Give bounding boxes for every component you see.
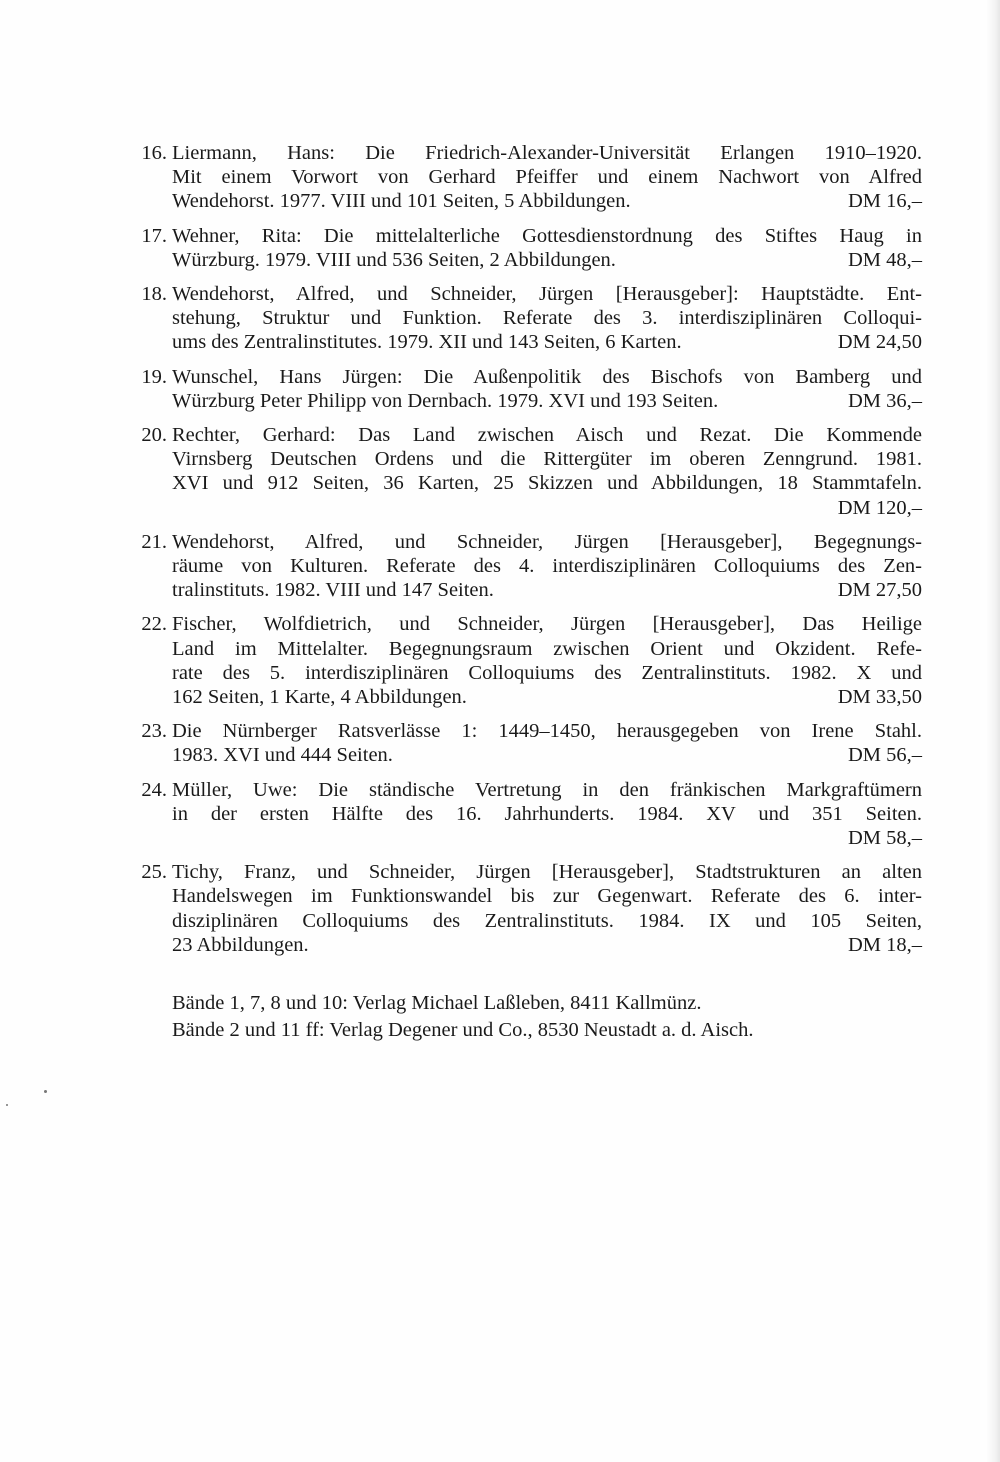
entry-line: rate des 5. interdisziplinären Colloquiums des Zentralinstituts. 1982. X und (172, 661, 922, 684)
entry-line: 1983. XVI und 444 Seiten. (172, 744, 393, 767)
entry-number: 18. (141, 283, 167, 306)
entry-price: DM 120,– (837, 496, 922, 519)
list-item (0, 282, 1000, 355)
entry-price: DM 58,– (847, 827, 922, 850)
entry-text (172, 719, 922, 767)
entry-last-line (172, 389, 922, 413)
entry-line: Tichy, Franz, und Schneider, Jürgen [Herausgeber], Stadtstrukturen an alten (172, 861, 922, 884)
entry-line: Mit einem Vorwort von Gerhard Pfeiffer und einem Nachwort von Alfred (172, 166, 922, 189)
entry-text (172, 860, 922, 957)
scan-speck (44, 1090, 47, 1093)
entry-line: 162 Seiten, 1 Karte, 4 Abbildungen. (172, 686, 467, 709)
entry-last-line (172, 578, 922, 602)
entry-price: DM 33,50 (837, 686, 922, 709)
entry-line: Wehner, Rita: Die mittelalterliche Gottesdienstordnung des Stiftes Haug in (172, 224, 922, 247)
list-item (0, 530, 1000, 603)
entry-text (172, 530, 922, 603)
entry-line: Wendehorst, Alfred, und Schneider, Jürgen [Herausgeber], Begegnungs- (172, 530, 922, 553)
entry-price: DM 27,50 (837, 579, 922, 602)
entry-line: Würzburg. 1979. VIII und 536 Seiten, 2 Abbildungen. (172, 248, 616, 271)
entry-last-line (172, 330, 922, 354)
entry-text (172, 612, 922, 709)
entry-line: Land im Mittelalter. Begegnungsraum zwischen Orient und Okzident. Refe- (172, 637, 922, 660)
entry-line: Müller, Uwe: Die ständische Vertretung in den fränkischen Markgraftümern (172, 778, 922, 801)
entry-last-line (172, 189, 922, 213)
entry-last-line (172, 933, 922, 957)
entry-line: Rechter, Gerhard: Das Land zwischen Aisch und Rezat. Die Kommende (172, 424, 922, 447)
entry-last-line (172, 248, 922, 272)
entry-text (172, 365, 922, 413)
entry-text (172, 778, 922, 851)
entry-line: Würzburg Peter Philipp von Dernbach. 1979. XVI und 193 Seiten. (172, 389, 719, 412)
list-item (0, 612, 1000, 709)
entry-number: 24. (141, 778, 167, 801)
list-item (0, 719, 1000, 767)
entry-number: 25. (141, 861, 167, 884)
entry-text (172, 224, 922, 272)
entry-price: DM 56,– (847, 744, 922, 767)
entry-line: tralinstituts. 1982. VIII und 147 Seiten. (172, 579, 494, 602)
publisher-note: Bände 1, 7, 8 und 10: Verlag Michael Laßleben, 8411 Kallmünz. (172, 992, 702, 1014)
entry-line: Wendehorst, Alfred, und Schneider, Jürgen [Herausgeber]: Hauptstädte. Ent- (172, 283, 922, 306)
list-item (0, 860, 1000, 957)
entry-price: DM 24,50 (837, 331, 922, 354)
list-item (0, 423, 1000, 520)
entry-line: Die Nürnberger Ratsverlässe 1: 1449–1450, herausgegeben von Irene Stahl. (172, 720, 922, 743)
entry-number: 23. (141, 720, 167, 743)
entry-line: Wendehorst. 1977. VIII und 101 Seiten, 5 Abbildungen. (172, 190, 631, 213)
list-item (0, 778, 1000, 851)
entry-price: DM 36,– (847, 389, 922, 412)
entry-line: 23 Abbildungen. (172, 933, 309, 956)
entry-number: 20. (141, 424, 167, 447)
entry-line: stehung, Struktur und Funktion. Referate des 3. interdisziplinären Colloqui- (172, 307, 922, 330)
entry-line: ums des Zentralinstitutes. 1979. XII und 143 Seiten, 6 Karten. (172, 331, 682, 354)
entry-price: DM 48,– (847, 248, 922, 271)
entry-line: disziplinären Colloquiums des Zentralinstituts. 1984. IX und 105 Seiten, (172, 909, 922, 932)
entry-line: Liermann, Hans: Die Friedrich-Alexander-Universität Erlangen 1910–1920. (172, 142, 922, 164)
list-item (0, 224, 1000, 272)
entry-line: räume von Kulturen. Referate des 4. interdisziplinären Colloquiums des Zen- (172, 555, 922, 578)
entry-text (172, 423, 922, 520)
book-series-list (0, 141, 1000, 967)
entry-line: Virnsberg Deutschen Ordens und die Rittergüter im oberen Zenngrund. 1981. (172, 448, 922, 471)
entry-number: 17. (141, 224, 167, 247)
list-item (0, 141, 1000, 214)
entry-number: 22. (141, 613, 167, 636)
entry-line: Handelswegen im Funktionswandel bis zur Gegenwart. Referate des 6. inter- (172, 885, 922, 908)
entry-line: XVI und 912 Seiten, 36 Karten, 25 Skizzen und Abbildungen, 18 Stammtafeln. (172, 472, 922, 495)
entry-number: 19. (141, 365, 167, 388)
publisher-notes (172, 990, 922, 1044)
entry-text (172, 141, 922, 214)
list-item (0, 365, 1000, 413)
entry-last-line (172, 685, 922, 709)
scan-speck (6, 1104, 8, 1106)
entry-price: DM 18,– (847, 933, 922, 956)
entry-price: DM 16,– (847, 190, 922, 213)
entry-line: Fischer, Wolfdietrich, und Schneider, Jürgen [Herausgeber], Das Heilige (172, 613, 922, 636)
publisher-note: Bände 2 und 11 ff: Verlag Degener und Co., 8530 Neustadt a. d. Aisch. (172, 1019, 754, 1041)
entry-line: Wunschel, Hans Jürgen: Die Außenpolitik des Bischofs von Bamberg und (172, 365, 922, 388)
entry-text (172, 282, 922, 355)
entry-line: in der ersten Hälfte des 16. Jahrhunderts. 1984. XV und 351 Seiten. (172, 802, 922, 825)
entry-number: 16. (141, 142, 167, 164)
entry-number: 21. (141, 530, 167, 553)
entry-last-line (172, 743, 922, 767)
